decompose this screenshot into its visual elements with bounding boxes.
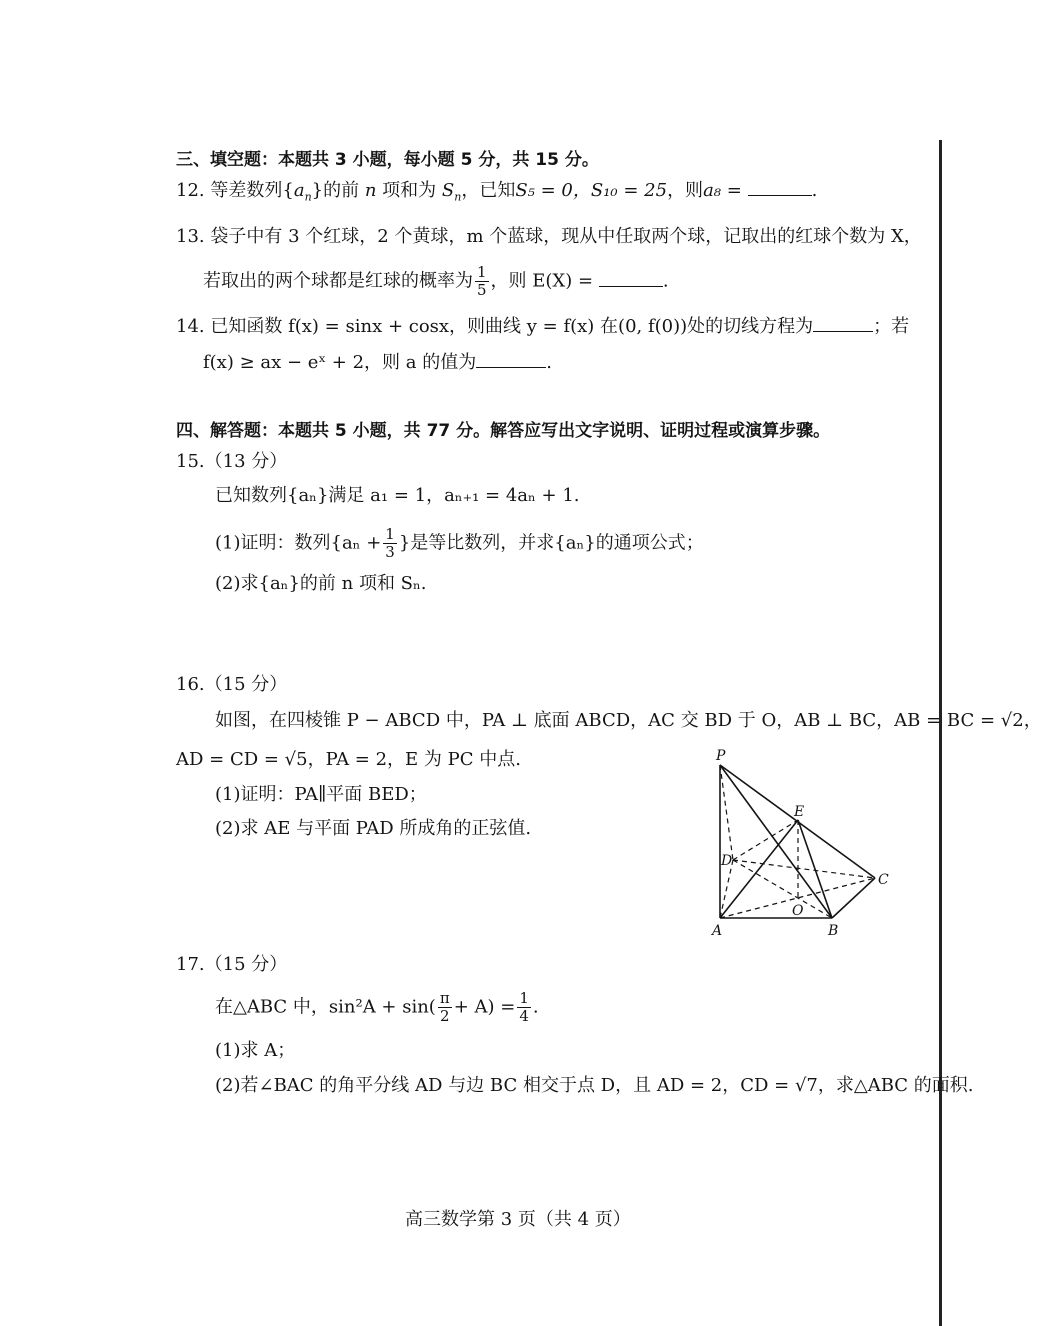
fraction-1-4: $\frac{1}{4}$ — [519, 989, 529, 1025]
question-16-stem1: 如图，在四棱锥 P − ABCD 中，PA ⊥ 底面 ABCD，AC 交 BD 于 O，AB ⊥ BC，AB = BC = √2， — [215, 710, 1042, 731]
fraction-1-3: $\frac{1}{3}$ — [385, 525, 395, 561]
label-O: O — [792, 903, 804, 919]
question-12: 12. 等差数列$\{a_n\}$的前 n 项和为 $S_n$，已知S₅ = 0，S₁₀ = 25，则a₈ = . — [176, 177, 817, 210]
label-C: C — [878, 872, 889, 888]
edge-DB — [733, 860, 832, 918]
answer-blank-14a[interactable] — [813, 313, 873, 332]
edge-PB — [720, 765, 832, 918]
question-17-part1: (1)求 A； — [215, 1040, 296, 1061]
question-17-head: 17.（15 分） — [176, 954, 288, 975]
question-13-line2: 若取出的两个球都是红球的概率为 $\frac{1}{5}$ ，则 E(X) = . — [203, 263, 669, 299]
label-P: P — [716, 748, 726, 764]
fraction-pi-2: $\frac{\pi}{2}$ — [439, 989, 450, 1025]
label-D: D — [721, 853, 733, 869]
question-17-stem: 在△ABC 中，sin²A + sin( $\frac{\pi}{2}$ + A) = $\frac{1}{4}$ . — [215, 989, 539, 1025]
question-15-part1: (1)证明：数列{aₙ + $\frac{1}{3}$ }是等比数列，并求{aₙ}的通项公式； — [215, 525, 704, 561]
question-15-stem: 已知数列{aₙ}满足 a₁ = 1，aₙ₊₁ = 4aₙ + 1. — [215, 485, 580, 506]
question-16-part1: (1)证明：PA∥平面 BED； — [215, 784, 427, 805]
question-14-line2: f(x) ≥ ax − eˣ + 2，则 a 的值为 . — [203, 349, 552, 375]
question-14-line1: 14. 已知函数 f(x) = sinx + cosx，则曲线 y = f(x) 在(0, f(0))处的切线方程为 ；若 — [176, 313, 909, 339]
question-15-head: 15.（13 分） — [176, 451, 288, 472]
answer-blank-13[interactable] — [599, 268, 663, 287]
question-16-head: 16.（15 分） — [176, 674, 288, 695]
page-edge-line — [939, 140, 942, 1326]
question-17-part2: (2)若∠BAC 的角平分线 AD 与边 BC 相交于点 D，且 AD = 2，CD = √7，求△ABC 的面积. — [215, 1075, 974, 1096]
answer-blank-14b[interactable] — [476, 349, 546, 368]
question-13-line1: 13. 袋子中有 3 个红球，2 个黄球，m 个蓝球，现从中任取两个球，记取出的红球个数为 X， — [176, 226, 922, 247]
page-footer: 高三数学第 3 页（共 4 页） — [405, 1209, 631, 1230]
fraction-1-5: $\frac{1}{5}$ — [477, 263, 487, 299]
question-15-part2: (2)求{aₙ}的前 n 项和 Sₙ. — [215, 573, 427, 594]
section3-heading: 三、填空题：本题共 3 小题，每小题 5 分，共 15 分。 — [176, 150, 599, 170]
label-B: B — [828, 923, 839, 939]
label-E: E — [794, 804, 805, 820]
question-16-part2: (2)求 AE 与平面 PAD 所成角的正弦值. — [215, 818, 532, 839]
label-A: A — [712, 923, 723, 939]
edge-AE — [720, 820, 798, 918]
pyramid-figure — [700, 740, 900, 940]
question-16-stem2: AD = CD = √5，PA = 2，E 为 PC 中点. — [176, 749, 521, 770]
answer-blank-12[interactable] — [748, 177, 812, 196]
section4-heading: 四、解答题：本题共 5 小题，共 77 分。解答应写出文字说明、证明过程或演算步骤。 — [176, 421, 831, 441]
